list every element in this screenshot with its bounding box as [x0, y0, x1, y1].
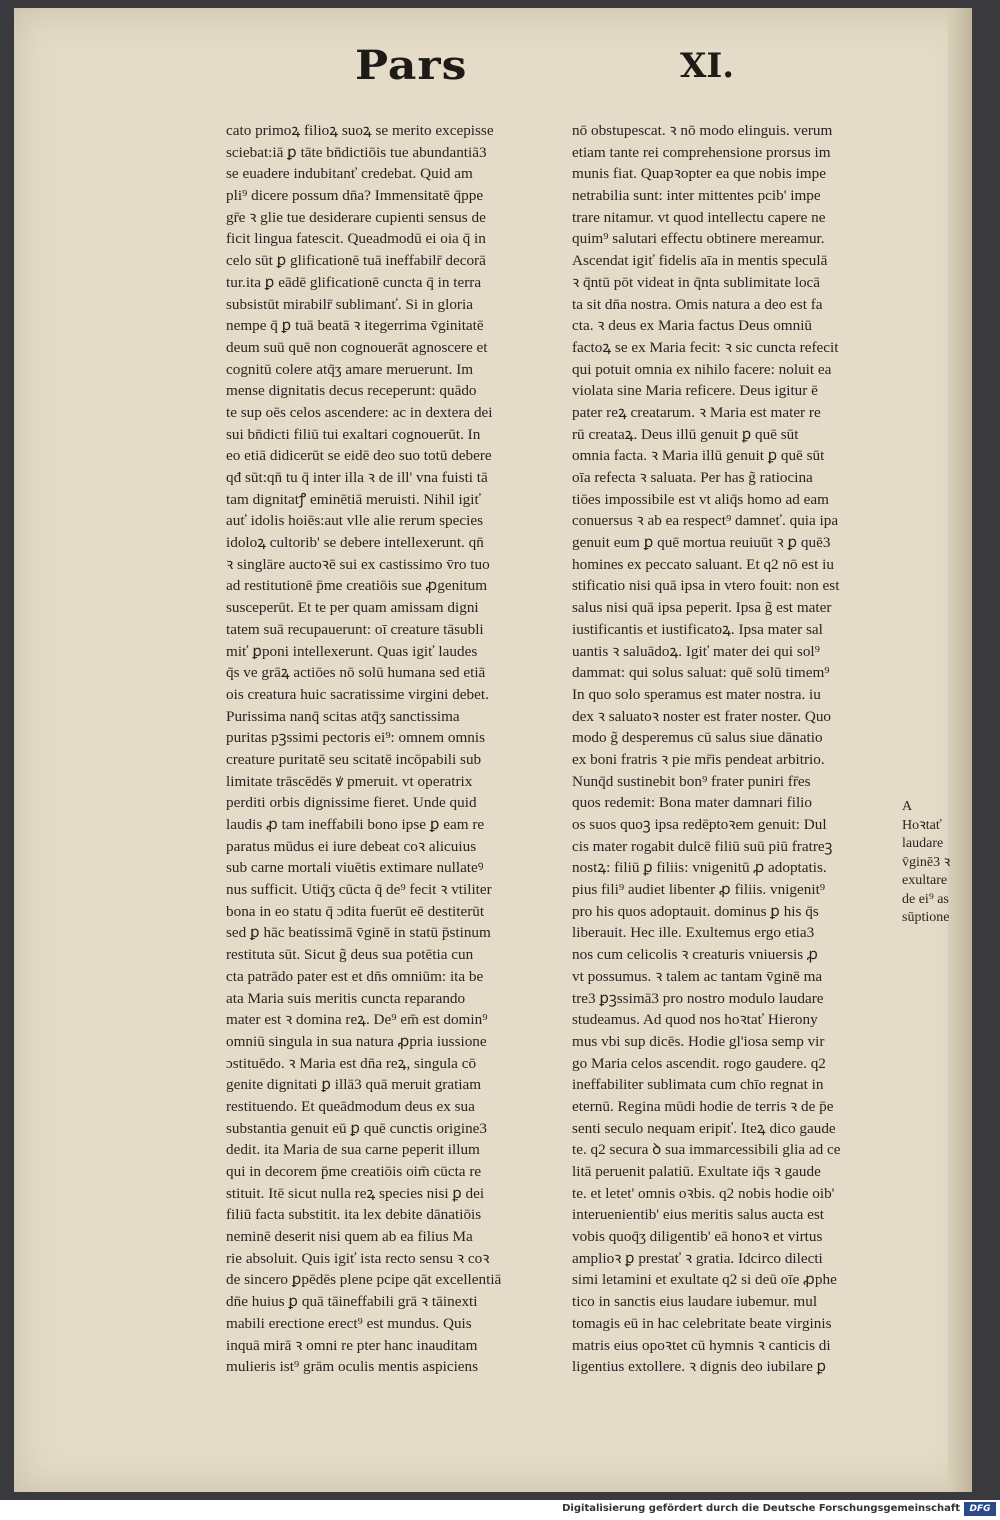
text-line: dammat: qui solus saluat: quē solū timem⁹	[572, 664, 830, 682]
text-line: modo g̃ desperemus cū salus siue dānatio	[572, 729, 823, 747]
text-line: tomagis eū in hac celebritate beate virginis	[572, 1314, 832, 1332]
marginal-line: Hoꝛtať	[902, 817, 942, 833]
text-line: sui bn̄dicti filiū tui exaltari cognouerūt. In	[226, 425, 481, 443]
text-line: nō obstupescat. ꝛ nō modo elinguis. verum	[572, 122, 833, 139]
text-line: mulieris ist⁹ grām oculis mentis aspiciens	[226, 1358, 479, 1376]
text-line: mus vbi sup dicēs. Hodie gl'iosa semp vir	[572, 1032, 825, 1050]
text-line: uantis ꝛ saluādoꝝ. Igiť mater dei qui sol⁹	[572, 642, 820, 660]
text-line: quim⁹ salutari effectu obtinere mereamur.	[572, 230, 825, 248]
text-line: homines ex peccato saluant. Et q2 nō est iu	[572, 555, 834, 573]
text-line: dedit. ita Maria de sua carne peperit illum	[226, 1141, 480, 1159]
text-line: factoꝝ se ex Maria fecit: ꝛ sic cuncta refecit	[572, 338, 839, 356]
text-line: celo sūt ꝑ glificationē tuā ineffabilr̄ decorā	[226, 252, 486, 270]
text-line: liberauit. Hec ille. Exultemus ergo etia3	[572, 924, 815, 942]
text-line: mabili erectione erect⁹ est mundus. Quis	[226, 1314, 472, 1332]
text-line: dex ꝛ saluatoꝛ noster est frater noster. Quo	[572, 707, 832, 725]
text-line: ex boni fratris ꝛ pie mr̄is pendeat arbitrio.	[572, 750, 825, 768]
text-line: eo etiā didicerūt se eidē deo suo totū debere	[226, 447, 492, 465]
text-line: cognitū colere atq̄ʒ amare meruerunt. Im	[226, 360, 474, 378]
text-line: rie absoluit. Quis igiť ista recto sensu ꝛ coꝛ	[226, 1249, 490, 1267]
left-text-column	[226, 120, 558, 1378]
text-line: ligentius extollere. ꝛ dignis deo iubilare ꝑ	[572, 1358, 826, 1376]
text-line: tam dignitatꝭ eminētiā meruisti. Nihil igiť	[226, 490, 481, 508]
text-line: amplioꝛ ꝑ prestať ꝛ gratia. Idcirco dilecti	[572, 1249, 823, 1267]
text-line: genite dignitati ꝑ illā3 quā meruit gratiam	[226, 1076, 482, 1094]
text-line: tatem suā recupauerunt: oī creature tāsubli	[226, 620, 484, 638]
text-line: te. q2 secura ꝺ sua immarcessibili glia ad ce	[572, 1141, 841, 1159]
text-line: sciebat:iā ꝑ tāte bn̄dictiōis tue abundantiā3	[226, 143, 487, 161]
text-line: litā peruenit palatiū. Exultate iq̄s ꝛ gaude	[572, 1163, 821, 1180]
text-line: nus sufficit. Utiq̄ʒ cūcta q̄ de⁹ fecit ꝛ vtiliter	[226, 881, 492, 899]
text-line: stificatio nisi quā ipsa in vtero fouit: non est	[572, 577, 840, 595]
text-line: omnia facta. ꝛ Maria illū genuit ꝑ quē sūt	[572, 447, 825, 465]
text-line: se euadere indubitanť credebat. Quid am	[226, 165, 473, 183]
text-line: creature puritatē seu scitatē incōpabili sub	[226, 750, 482, 768]
text-line: quos redemit: Bona mater damnari filio	[572, 794, 812, 812]
text-line: omniū singula in sua natura ꝓpria iussione	[226, 1032, 487, 1050]
text-line: tico in sanctis eius laudare iubemur. mul	[572, 1293, 818, 1311]
text-line: In quo solo speramus est mater nostra. iu	[572, 685, 821, 703]
text-line: gr̄e ꝛ glie tue desiderare cupienti sensus de	[226, 208, 486, 226]
marginal-line: de ei⁹ as	[902, 891, 949, 907]
text-line: oīa refecta ꝛ saluata. Per has g̃ ratiocina	[572, 469, 813, 486]
text-line: cta patrādo pater est et dn̄s omniūm: ita be	[226, 967, 484, 985]
text-line: substantia genuit eū ꝑ quē cunctis origine3	[226, 1119, 488, 1137]
text-line: studeamus. Ad quod nos hoꝛtať Hierony	[572, 1011, 818, 1029]
text-line: matris eius opoꝛtet cū hymnis ꝛ canticis di	[572, 1336, 831, 1354]
text-line: vt possumus. ꝛ talem ac tantam v̄ginē ma	[572, 967, 823, 985]
text-line: Nunq̄d sustinebit bon⁹ frater puniri fr̄es	[572, 772, 811, 790]
marginal-line: v̄ginē3 ꝛ	[902, 854, 951, 870]
text-line: vobis quoq̄ʒ diligentib' eā honoꝛ et virtus	[572, 1228, 823, 1246]
folio-number: XI.	[680, 46, 735, 86]
text-line: de sincero ꝑpēdēs plene pcipe qāt excellentiā	[226, 1271, 502, 1289]
text-line: conuersus ꝛ ab ea respect⁹ damneť. quia ipa	[572, 512, 839, 530]
text-line: restituendo. Et queādmodum deus ex sua	[226, 1097, 475, 1115]
text-line: eternū. Regina mūdi hodie de terris ꝛ de p̄e	[572, 1097, 834, 1115]
text-line: te sup oēs celos ascendere: ac in dextera dei	[226, 403, 493, 421]
text-line: qui potuit omnia ex nihilo facere: noluit ea	[572, 360, 832, 378]
text-line: ꝛ q̄ntū pōt videat in q̄nta sublimitate locā	[572, 273, 821, 291]
text-line: ineffabiliter sublimata cum chīo regnat in	[572, 1076, 824, 1094]
text-line: pli⁹ dicere possum dn̄a? Immensitatē q̄ppe	[226, 187, 484, 205]
text-line: nempe q̄ ꝑ tuā beatā ꝛ itegerrima v̄ginitatē	[226, 317, 484, 335]
text-line: limitate trāscēdēs ꝟ pmeruit. vt operatrix	[226, 772, 473, 790]
text-line: bona in eo statu q̄ ɔdita fuerūt eē destiterūt	[226, 902, 485, 920]
marginal-line: A	[902, 799, 913, 814]
text-line: ois creatura huic sacratissime virgini debet.	[226, 685, 489, 703]
text-line: ad restitutionē p̄me creatiōis sue ꝓgenitum	[226, 577, 488, 595]
text-line: cta. ꝛ deus ex Maria factus Deus omniū	[572, 317, 813, 335]
text-line: q̄s ve grāꝝ actiōes nō solū humana sed etiā	[226, 664, 486, 682]
text-line: etiam tante rei comprehensione prorsus im	[572, 143, 831, 161]
text-line: miť ꝑponi intellexerunt. Quas igiť laudes	[226, 642, 478, 660]
footer-bar	[0, 1500, 1000, 1520]
page-edge	[948, 8, 972, 1492]
text-line: filiū facta substitit. ita lex debite dānatiōis	[226, 1206, 482, 1224]
text-line: auť idolis hoiēs:aut vlle alie rerum species	[226, 512, 484, 530]
text-line: susceperūt. Et te per quam amissam digni	[226, 599, 479, 617]
text-line: idoloꝝ cultorib' se debere intellexerunt. qn̄	[226, 534, 484, 552]
text-line: neminē deserit nisi quem ab ea filius Ma	[226, 1228, 473, 1246]
text-line: ta sit dn̄a nostra. Omis natura a deo est fa	[572, 295, 823, 313]
text-line: sub carne mortali viuētis extimare nullateꝰ	[226, 859, 484, 877]
text-line: iustificantis et iustificatoꝝ. Ipsa mater sal	[572, 620, 823, 638]
text-line: restituta sūt. Sicut g̃ deus sua potētia cun	[226, 946, 474, 964]
dfg-logo: DFG	[964, 1502, 996, 1516]
text-line: Ascendat igiť fidelis aīa in mentis speculā	[572, 252, 828, 270]
text-line: puritas pꝫssimi pectoris ei⁹: omnem omnis	[226, 729, 485, 747]
text-line: stituit. Itē sicut nulla reꝝ species nisi ꝑ dei	[226, 1184, 485, 1202]
text-line: ficit lingua fatescit. Queadmodū ei oia q̄ in	[226, 230, 486, 248]
text-line: munis fiat. Quapꝛopter ea que nobis impe	[572, 165, 826, 183]
text-line: cis mater rogabit dulcē filiū suū piū fratreꝫ	[572, 837, 833, 855]
text-line: tur.ita ꝑ eādē glificationē cuncta q̄ in terra	[226, 273, 482, 291]
marginal-line: exultare	[902, 873, 948, 888]
text-line: pater reꝝ creatarum. ꝛ Maria est mater re	[572, 403, 821, 421]
text-line: violata sine Maria reficere. Deus igitur ē	[572, 382, 818, 400]
text-line: trare nitamur. vt quod intellectu capere ne	[572, 208, 826, 226]
text-line: inquā mirā ꝛ omni re pter hanc inauditam	[226, 1336, 478, 1354]
text-line: senti seculo nequam eripiť. Iteꝝ dico gaude	[572, 1119, 836, 1137]
text-line: dn̄e huius ꝑ quā tāineffabili grā ꝛ tāinexti	[226, 1293, 478, 1311]
marginal-line: laudare	[902, 836, 944, 851]
text-line: simi letamini et exultate q2 si deū oīe ꝓphe	[572, 1271, 837, 1289]
text-line: qđ sūt:qn̄ tu q̄ inter illa ꝛ de ill' vna fuisti tā	[226, 469, 488, 486]
text-line: sed ꝑ hāc beatissimā v̄ginē in statū p̄stinum	[226, 924, 491, 942]
funding-credit: Digitalisierung gefördert durch die Deutsche Forschungsgemeinschaft	[562, 1503, 960, 1514]
text-line: salus nisi quā ipsa peperit. Ipsa g̃ est mater	[572, 599, 832, 617]
text-line: tre3 ꝑꝫssimā3 pro nostro modulo laudare	[572, 989, 824, 1007]
text-line: ɔstituēdo. ꝛ Maria est dn̄a reꝝ, singula cō	[226, 1054, 477, 1072]
text-line: deum suū quē non cognouerāt agnoscere et	[226, 338, 488, 356]
text-line: rū creataꝝ. Deus illū genuit ꝑ quē sūt	[572, 425, 799, 443]
text-line: genuit eum ꝑ quē mortua reuiuūt ꝛ ꝑ quē3	[572, 534, 831, 552]
text-line: tiōes impossibile est vt aliq̄s homo ad eam	[572, 490, 829, 508]
text-line: ata Maria suis meritis cuncta reparando	[226, 989, 466, 1007]
text-line: perditi orbis dignissime fieret. Unde quid	[226, 794, 477, 812]
text-line: nostꝝ: filiū ꝑ filiis: vnigenitū ꝓ adoptatis.	[572, 859, 827, 877]
right-text-column	[572, 120, 902, 1378]
text-line: paratus mūdus ei iure debeat coꝛ alicuius	[226, 837, 477, 855]
text-line: subsistūt mirabilr̄ sublimanť. Si in gloria	[226, 295, 473, 313]
text-line: go Maria celos ascendit. rogo gaudere. q2	[572, 1054, 826, 1072]
text-line: mense dignitatis decus receperunt: quādo	[226, 382, 477, 400]
text-line: pius fili⁹ audiet libenter ꝓ filiis. vnigenit⁹	[572, 881, 826, 899]
marginal-note	[902, 798, 972, 928]
text-line: interuenientib' eius meritis salus aucta est	[572, 1206, 824, 1224]
text-line: Purissima nanq̄ scitas atq̄ʒ sanctissima	[226, 707, 460, 725]
text-line: te. et letet' omnis oꝛbis. q2 nobis hodie oib'	[572, 1184, 835, 1202]
marginal-line: sūptione	[902, 910, 950, 925]
text-line: laudis ꝓ tam ineffabili bono ipse ꝑ eam re	[226, 816, 485, 833]
text-line: os suos quoꝫ ipsa redēptoꝛem genuit: Dul	[572, 816, 827, 833]
text-line: cato primoꝝ filioꝝ suoꝝ se merito excepisse	[226, 122, 494, 139]
text-line: pro his quos adoptauit. dominus ꝑ his q̄s	[572, 902, 819, 920]
text-line: nos cum celicolis ꝛ creaturis vniuersis ꝓ	[572, 946, 818, 964]
text-line: qui in decorem p̄me creatiōis oim̄ cūcta re	[226, 1163, 482, 1180]
running-title: Pars	[355, 42, 468, 89]
text-line: netrabilia sunt: inter mittentes pcib' impe	[572, 187, 821, 205]
text-line: mater est ꝛ domina reꝝ. De⁹ em̄ est domin⁹	[226, 1011, 488, 1029]
text-line: ꝛ singlāre auctoꝛē sui ex castissimo v̄ro tuo	[226, 555, 490, 573]
